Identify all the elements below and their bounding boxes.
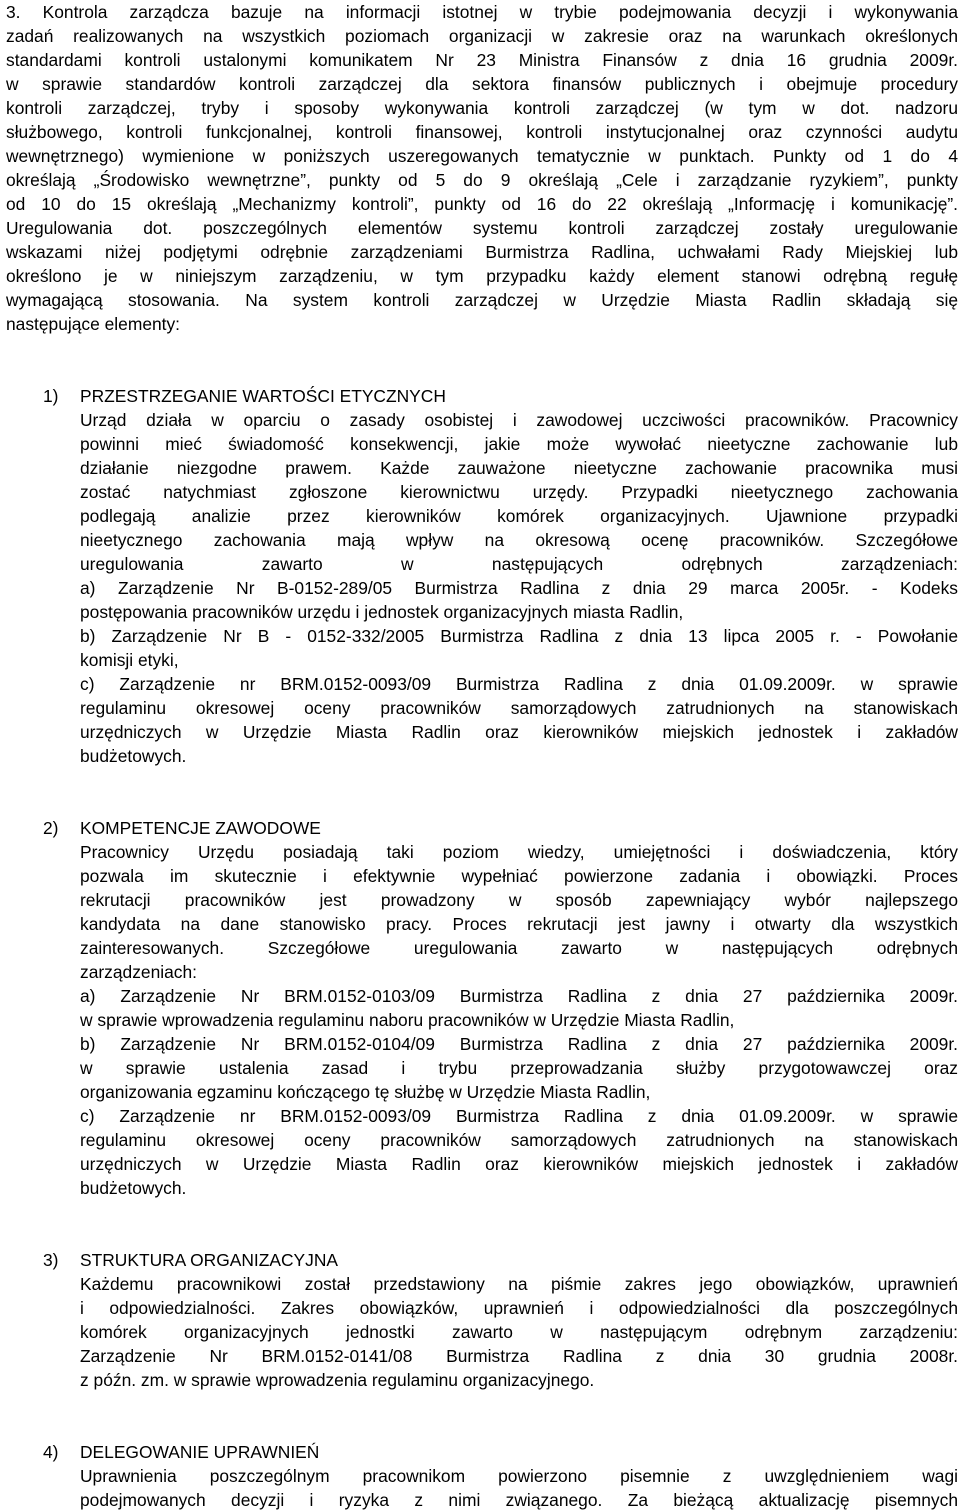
body-line: c) Zarządzenie nr BRM.0152-0093/09 Burmistrza Radlina z dnia 01.09.2009r. w sprawie xyxy=(80,1106,958,1126)
section-heading xyxy=(6,816,958,840)
intro-line: Uregulowania dot. poszczególnych elementów systemu kontroli zarządczej zostały uregulowanie xyxy=(6,218,958,238)
intro-line: określono je w niniejszym zarządzeniu, w tym przypadku każdy element stanowi odrębną regułę xyxy=(6,266,958,286)
body-line: w sprawie wprowadzenia regulaminu naboru pracowników w Urzędzie Miasta Radlin, xyxy=(80,1010,735,1030)
intro-line: standardami kontroli ustalonymi komunikatem Nr 23 Ministra Finansów z dnia 16 grudnia 2009r. xyxy=(6,50,958,70)
body-line: powinni mieć świadomość konsekwencji, jakie może wywołać nieetyczne zachowanie lub xyxy=(80,434,958,454)
intro-line: określają „Środowisko wewnętrzne”, punkty od 5 do 9 określają „Cele i zarządzanie ryzykiem”, punkty xyxy=(6,170,958,190)
body-line: z późn. zm. w sprawie wprowadzenia regulaminu organizacyjnego. xyxy=(80,1370,595,1390)
body-line: budżetowych. xyxy=(80,746,187,766)
section-body xyxy=(6,840,958,1200)
body-line: Każdemu pracownikowi został przedstawiony na piśmie zakres jego obowiązków, uprawnień xyxy=(80,1274,958,1294)
document-page xyxy=(6,0,958,1512)
section-title: KOMPETENCJE ZAWODOWE xyxy=(80,818,321,838)
body-line: regulaminu okresowej oceny pracowników samorządowych zatrudnionych na stanowiskach xyxy=(80,698,958,718)
body-line: zainteresowanych. Szczegółowe uregulowania zawarto w następujących odrębnych xyxy=(80,938,958,958)
intro-line: następujące elementy: xyxy=(6,314,181,334)
body-line: i odpowiedzialności. Zakres obowiązków, uprawnień i odpowiedzialności dla poszczególnych xyxy=(80,1298,958,1318)
body-line: komisji etyki, xyxy=(80,650,179,670)
section-body xyxy=(6,408,958,768)
body-line: budżetowych. xyxy=(80,1178,187,1198)
section-1-ethics xyxy=(6,384,958,768)
body-line: podejmowanych decyzji i ryzyka z nimi związanego. Za bieżącą aktualizację pisemnych xyxy=(80,1490,958,1510)
body-line: w sprawie ustalenia zasad i trybu przeprowadzania służby przygotowawczej oraz xyxy=(80,1058,958,1078)
body-line: Zarządzenie Nr BRM.0152-0141/08 Burmistrza Radlina z dnia 30 grudnia 2008r. xyxy=(80,1346,958,1366)
section-title: PRZESTRZEGANIE WARTOŚCI ETYCZNYCH xyxy=(80,386,446,406)
body-line: rekrutacji pracowników jest prowadzony w sposób zapewniający wybór najlepszego xyxy=(80,890,958,910)
body-line: b) Zarządzenie Nr BRM.0152-0104/09 Burmistrza Radlina z dnia 27 października 2009r. xyxy=(80,1034,958,1054)
section-number: 3) xyxy=(43,1250,59,1270)
body-line: b) Zarządzenie Nr B - 0152-332/2005 Burmistrza Radlina z dnia 13 lipca 2005 r. - Powołanie xyxy=(80,626,958,646)
body-line: c) Zarządzenie nr BRM.0152-0093/09 Burmistrza Radlina z dnia 01.09.2009r. w sprawie xyxy=(80,674,958,694)
section-body xyxy=(6,1464,958,1512)
intro-line: służbowego, kontroli funkcjonalnej, kontroli finansowej, kontroli instytucjonalnej oraz czynności audytu xyxy=(6,122,958,142)
section-heading xyxy=(6,384,958,408)
intro-line: wymagającą stosowania. Na system kontroli zarządczej w Urzędzie Miasta Radlin składają się xyxy=(6,290,958,310)
section-2-competence xyxy=(6,816,958,1200)
intro-line: kontroli zarządczej, tryby i sposoby wykonywania kontroli zarządczej (w tym w dot. nadzoru xyxy=(6,98,958,118)
body-line: a) Zarządzenie Nr B-0152-289/05 Burmistrza Radlina z dnia 29 marca 2005r. - Kodeks xyxy=(80,578,958,598)
section-body xyxy=(6,1272,958,1392)
intro-line: wewnętrznego) wymienione w poniższych uszeregowanych tematycznie w punktach. Punkty od 1 do 4 xyxy=(6,146,958,166)
body-line: uregulowania zawarto w następujących odrębnych zarządzeniach: xyxy=(80,554,958,574)
section-3-structure xyxy=(6,1248,958,1392)
body-line: podlegają analizie przez kierowników komórek organizacyjnych. Ujawnione przypadki xyxy=(80,506,958,526)
section-title: DELEGOWANIE UPRAWNIEŃ xyxy=(80,1442,320,1462)
body-line: Urząd działa w oparciu o zasady osobistej i zawodowej uczciwości pracowników. Pracownicy xyxy=(80,410,958,430)
intro-paragraph xyxy=(6,0,958,336)
body-line: komórek organizacyjnych jednostki zawarto w następującym odrębnym zarządzeniu: xyxy=(80,1322,958,1342)
body-line: nieetycznego zachowania mają wpływ na okresową ocenę pracowników. Szczegółowe xyxy=(80,530,958,550)
section-title: STRUKTURA ORGANIZACYJNA xyxy=(80,1250,338,1270)
body-line: postępowania pracowników urzędu i jednostek organizacyjnych miasta Radlin, xyxy=(80,602,684,622)
body-line: pozwala im skutecznie i efektywnie wypełniać powierzone zadania i obowiązki. Proces xyxy=(80,866,958,886)
intro-line: zadań realizowanych na wszystkich poziomach organizacji w zakresie oraz na warunkach określonych xyxy=(6,26,958,46)
body-line: działanie niezgodne prawem. Każde zauważone nieetyczne zachowanie pracownika musi xyxy=(80,458,958,478)
section-number: 2) xyxy=(43,818,59,838)
body-line: Uprawnienia poszczególnym pracownikom powierzono pisemnie z uwzględnieniem wagi xyxy=(80,1466,958,1486)
body-line: a) Zarządzenie Nr BRM.0152-0103/09 Burmistrza Radlina z dnia 27 października 2009r. xyxy=(80,986,958,1006)
intro-line: w sprawie standardów kontroli zarządczej dla sektora finansów publicznych i obejmuje procedury xyxy=(6,74,958,94)
body-line: regulaminu okresowej oceny pracowników samorządowych zatrudnionych na stanowiskach xyxy=(80,1130,958,1150)
section-heading xyxy=(6,1440,958,1464)
intro-line: 3. Kontrola zarządcza bazuje na informacji istotnej w trybie podejmowania decyzji i wykonywania xyxy=(6,2,958,22)
body-line: urzędniczych w Urzędzie Miasta Radlin oraz kierowników miejskich jednostek i zakładów xyxy=(80,1154,958,1174)
section-4-delegation xyxy=(6,1440,958,1512)
section-heading xyxy=(6,1248,958,1272)
body-line: Pracownicy Urzędu posiadają taki poziom wiedzy, umiejętności i doświadczenia, który xyxy=(80,842,958,862)
section-number: 4) xyxy=(43,1442,59,1462)
section-number: 1) xyxy=(43,386,59,406)
body-line: urzędniczych w Urzędzie Miasta Radlin oraz kierowników miejskich jednostek i zakładów xyxy=(80,722,958,742)
body-line: kandydata na dane stanowisko pracy. Proces rekrutacji jest jawny i otwarty dla wszystkich xyxy=(80,914,958,934)
intro-line: od 10 do 15 określają „Mechanizmy kontroli”, punkty od 16 do 22 określają „Informację i komunikację”. xyxy=(6,194,958,214)
body-line: organizowania egzaminu kończącego tę służbę w Urzędzie Miasta Radlin, xyxy=(80,1082,651,1102)
intro-line: wskazami niżej podjętymi odrębnie zarządzeniami Burmistrza Radlina, uchwałami Rady Miejskiej lub xyxy=(6,242,958,262)
body-line: zostać natychmiast zgłoszone kierownictwu urzędy. Przypadki nieetycznego zachowania xyxy=(80,482,958,502)
body-line: zarządzeniach: xyxy=(80,962,197,982)
